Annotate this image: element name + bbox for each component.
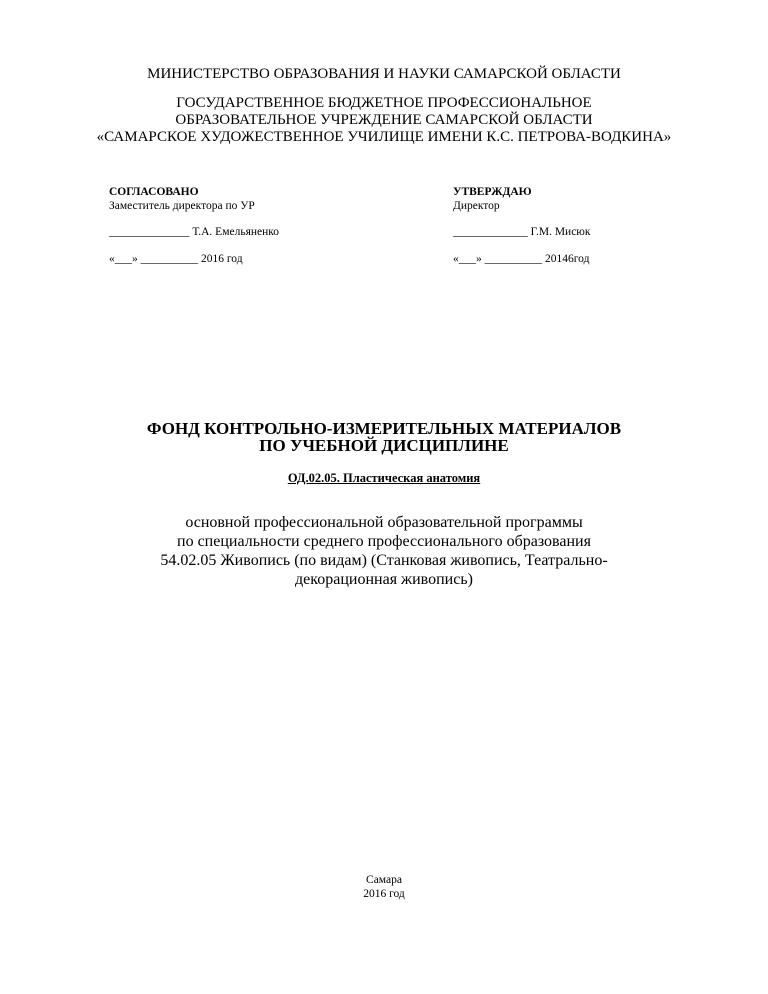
footer-city: Самара [366, 874, 402, 886]
institution-line-1: ГОСУДАРСТВЕННОЕ БЮДЖЕТНОЕ ПРОФЕССИОНАЛЬНОЕ [176, 95, 592, 111]
institution-line-2: ОБРАЗОВАТЕЛЬНОЕ УЧРЕЖДЕНИЕ САМАРСКОЙ ОБЛАСТИ [175, 112, 593, 128]
document-title-line-1: ФОНД КОНТРОЛЬНО-ИЗМЕРИТЕЛЬНЫХ МАТЕРИАЛОВ [146, 419, 622, 438]
approval-right-heading: УТВЕРЖДАЮ [453, 186, 532, 198]
approval-right-signature: _____________ Г.М. Мисюк [453, 226, 591, 238]
ministry-name: МИНИСТЕРСТВО ОБРАЗОВАНИЯ И НАУКИ САМАРСКОЙ ОБЛАСТИ [147, 66, 621, 82]
document-title-line-2: ПО УЧЕБНОЙ ДИСЦИПЛИНЕ [259, 436, 509, 455]
program-line-4: декорационная живопись) [295, 571, 473, 588]
approval-left-position: Заместитель директора по УР [109, 200, 255, 212]
approval-right-position: Директор [453, 200, 500, 212]
subject-title: ОД.02.05. Пластическая анатомия [287, 471, 481, 485]
approval-right-date: «___» __________ 20146год [453, 253, 590, 265]
institution-line-3: «САМАРСКОЕ ХУДОЖЕСТВЕННОЕ УЧИЛИЩЕ ИМЕНИ К.С. ПЕТРОВА-ВОДКИНА» [96, 129, 672, 145]
program-line-1: основной профессиональной образовательной программы [185, 514, 583, 531]
approval-left-date: «___» __________ 2016 год [109, 253, 243, 265]
approval-left-signature: ______________ Т.А. Емельяненко [109, 226, 280, 238]
program-line-3: 54.02.05 Живопись (по видам) (Станковая живопись, Театрально- [160, 552, 608, 569]
footer-year: 2016 год [363, 888, 405, 900]
program-line-2: по специальности среднего профессионального образования [177, 533, 591, 550]
approval-left-heading: СОГЛАСОВАНО [109, 186, 199, 198]
